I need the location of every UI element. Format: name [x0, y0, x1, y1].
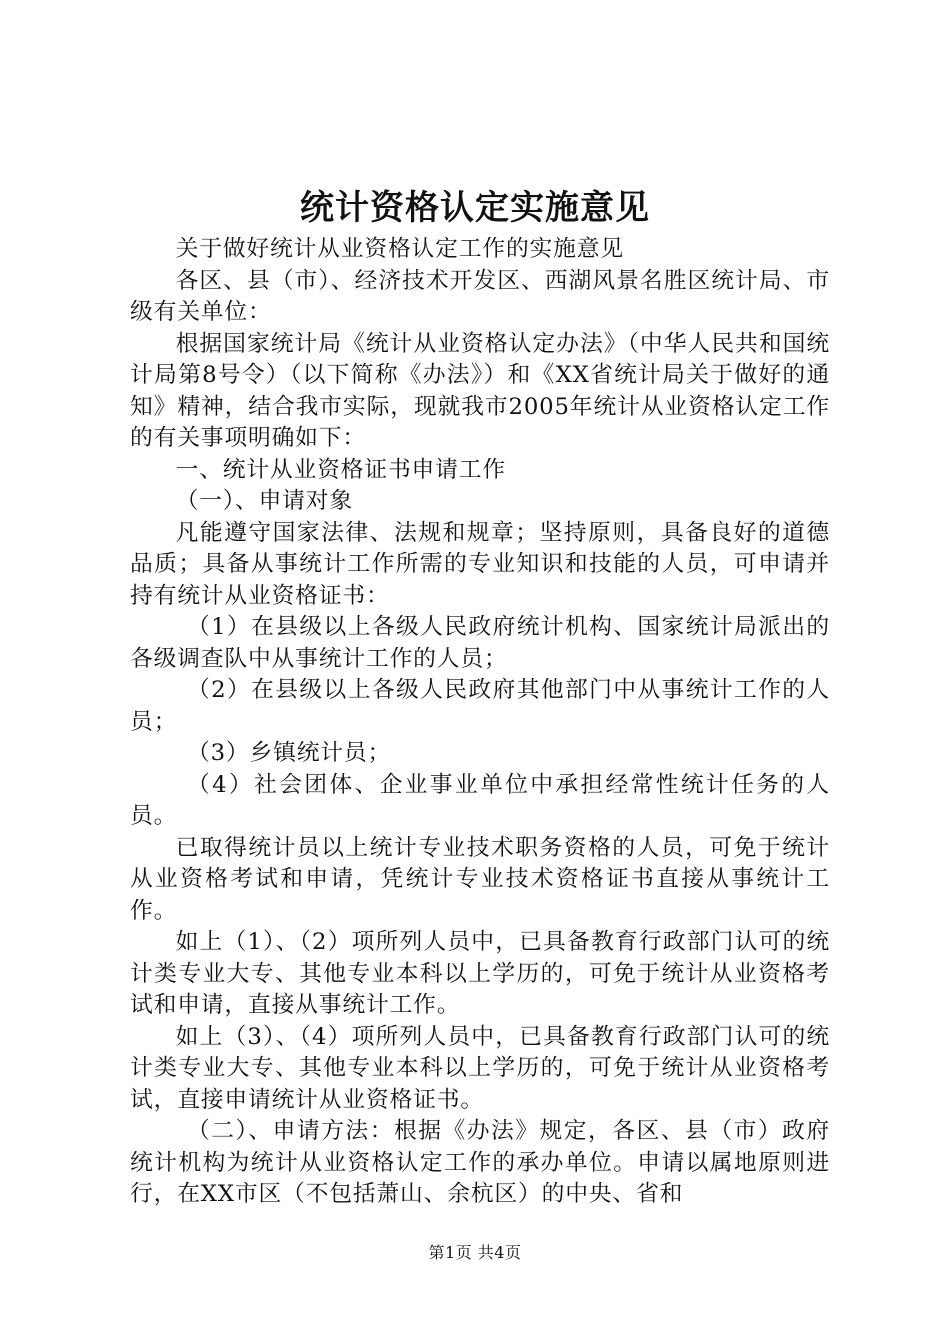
paragraph-exemption-3-4: 如上（3）、（4）项所列人员中，已具备教育行政部门认可的统计类专业大专、其他专业本科以上学历的，可免于统计从业资格考试，直接申请统计从业资格证书。 — [130, 1023, 830, 1113]
paragraph-exemption-title: 已取得统计员以上统计专业技术职务资格的人员，可免于统计从业资格考试和申请，凭统计专业技术资格证书直接从事统计工作。 — [130, 834, 830, 924]
document-body — [130, 234, 830, 1211]
paragraph-application-method: （二）、申请方法：根据《办法》规定，各区、县（市）政府统计机构为统计从业资格认定工作的承办单位。申请以属地原则进行，在XX市区（不包括萧山、余杭区）的中央、省和 — [130, 1118, 830, 1207]
section-heading-1: 一、统计从业资格证书申请工作 — [175, 456, 506, 483]
document-title: 统计资格认定实施意见 — [300, 188, 650, 228]
paragraph-exemption-1-2: 如上（1）、（2）项所列人员中，已具备教育行政部门认可的统计类专业大专、其他专业本科以上学历的，可免于统计从业资格考试和申请，直接从事统计工作。 — [130, 929, 830, 1018]
subsection-heading-applicants: （一）、申请对象 — [175, 488, 353, 514]
list-item-2: （2）在县级以上各级人民政府其他部门中从事统计工作的人员； — [130, 677, 830, 735]
paragraph-subtitle: 关于做好统计从业资格认定工作的实施意见 — [175, 236, 624, 262]
page-number-footer: 第1页 共4页 — [428, 1243, 522, 1262]
paragraph-addressees: 各区、县（市）、经济技术开发区、西湖风景名胜区统计局、市级有关单位： — [130, 267, 830, 325]
list-item-1: （1）在县级以上各级人民政府统计机构、国家统计局派出的各级调查队中从事统计工作的人员； — [130, 614, 830, 672]
list-item-3: （3）乡镇统计员； — [187, 740, 392, 766]
list-item-4: （4）社会团体、企业事业单位中承担经常性统计任务的人员。 — [130, 771, 830, 829]
paragraph-eligibility: 凡能遵守国家法律、法规和规章；坚持原则，具备良好的道德品质；具备从事统计工作所需的专业知识和技能的人员，可申请并持有统计从业资格证书： — [130, 519, 830, 609]
paragraph-basis: 根据国家统计局《统计从业资格认定办法》（中华人民共和国统计局第8号令）（以下简称《办法》）和《XX省统计局关于做好的通知》精神，结合我市实际，现就我市2005年统计从业资格认定工作的有关事项明确如下： — [130, 330, 830, 451]
